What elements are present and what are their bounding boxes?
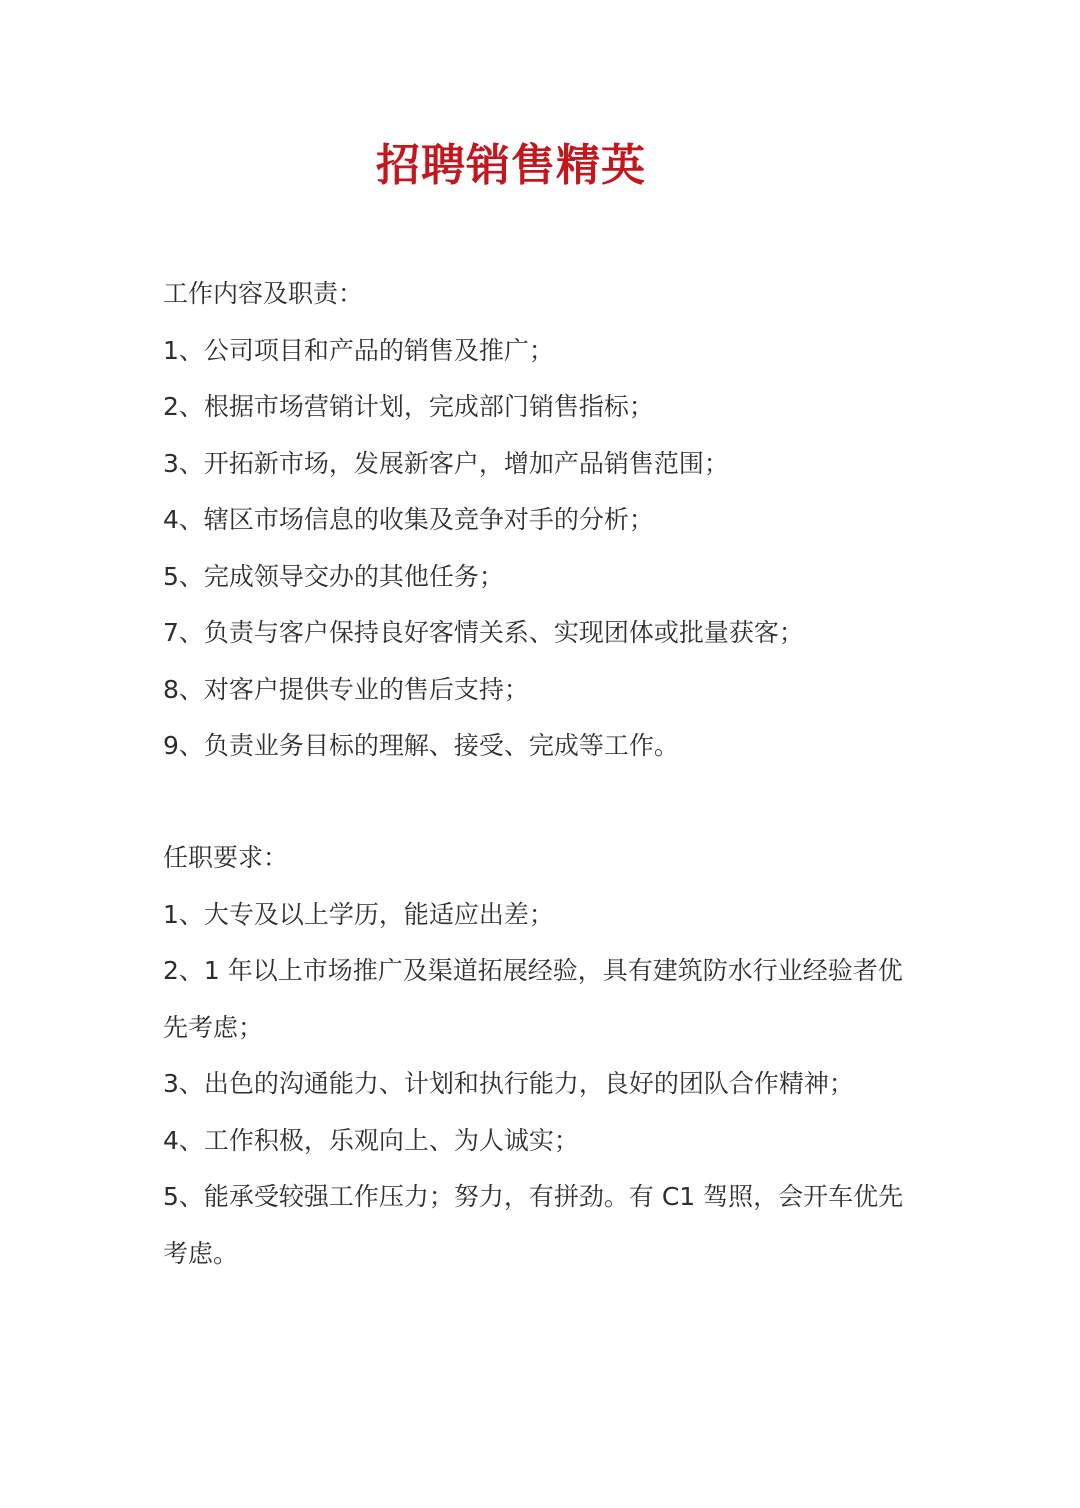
responsibilities-heading: 工作内容及职责： xyxy=(163,279,364,308)
requirement-item: 1、大专及以上学历，能适应出差； xyxy=(163,899,554,929)
responsibility-item: 1、公司项目和产品的销售及推广； xyxy=(163,335,554,365)
requirement-item: 3、出色的沟通能力、计划和执行能力，良好的团队合作精神； xyxy=(163,1069,854,1098)
responsibility-item: 8、对客户提供专业的售后支持； xyxy=(163,674,529,704)
requirement-item: 5、能承受较强工作压力；努力，有拼劲。有 C1 驾照，会开车优先考虑。 xyxy=(163,1182,904,1268)
responsibilities-section xyxy=(163,266,923,775)
requirement-item: 2、1 年以上市场推广及渠道拓展经验，具有建筑防水行业经验者优先考虑； xyxy=(163,956,903,1042)
requirements-section xyxy=(163,830,923,1282)
requirement-item: 4、工作积极，乐观向上、为人诚实； xyxy=(163,1125,579,1155)
responsibility-item: 3、开拓新市场，发展新客户，增加产品销售范围； xyxy=(163,448,729,478)
responsibility-item: 4、辖区市场信息的收集及竞争对手的分析； xyxy=(163,505,654,534)
requirements-heading: 任职要求： xyxy=(163,843,289,872)
responsibility-item: 9、负责业务目标的理解、接受、完成等工作。 xyxy=(163,731,679,760)
page-title: 招聘销售精英 xyxy=(376,140,646,191)
responsibility-item: 2、根据市场营销计划，完成部门销售指标； xyxy=(163,392,654,421)
responsibility-item: 7、负责与客户保持良好客情关系、实现团体或批量获客； xyxy=(163,618,804,647)
responsibility-item: 5、完成领导交办的其他任务； xyxy=(163,561,504,591)
